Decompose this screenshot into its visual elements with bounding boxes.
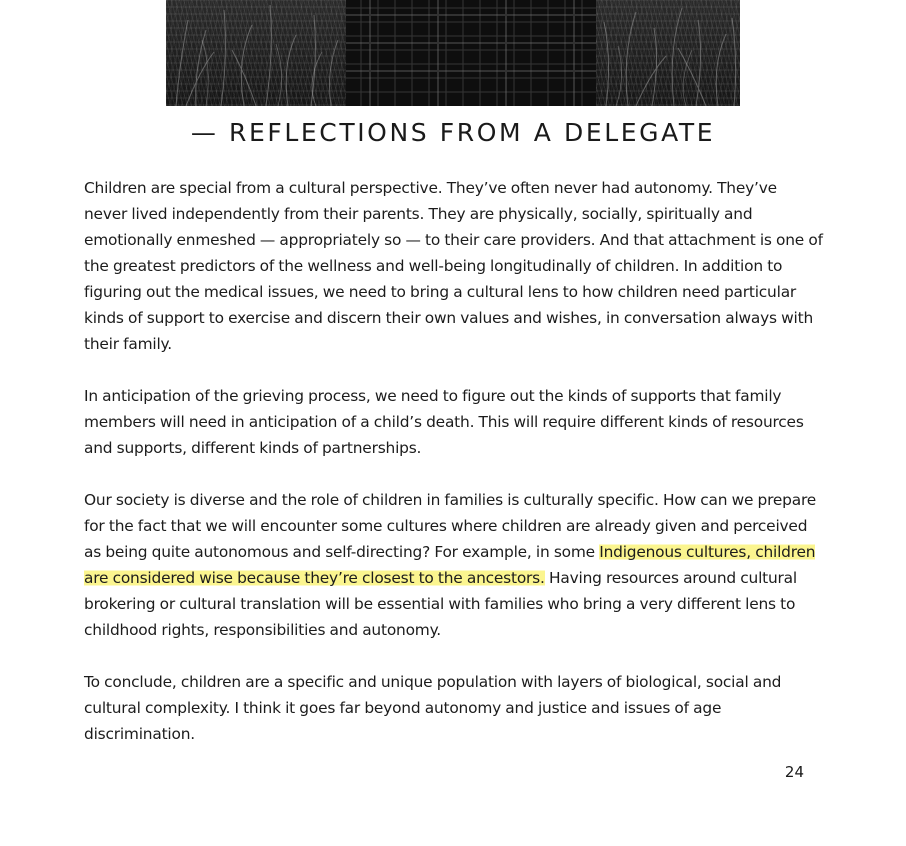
paragraph-4: To conclude, children are a specific and unique population with layers of biological, social and cultural complexity. I think it goes far beyond autonomy and justice and issues of age discrimination. <box>84 673 782 743</box>
paragraph-1-part-1: Children are special from a cultural perspective. They’ve often never had autonomy. They’ve never lived independently from their parents. They are physically, socially, spiritually and emotionally enmeshed — appropriately so — to their care providers. And that attachment is one of the greatest predictors of the wellness and well-being longitudinally of children. <box>84 179 823 275</box>
paragraph-3-part-2: Having resources around cultural brokering or cultural translation will be essential with families who bring a very different lens to childhood rights, responsibilities and autonomy. <box>84 569 797 639</box>
header-photo <box>166 0 740 106</box>
photo-texture <box>166 0 740 106</box>
article-body <box>84 175 824 747</box>
section-title: — REFLECTIONS FROM A DELEGATE <box>190 118 716 147</box>
paragraph-2: In anticipation of the grieving process, we need to figure out the kinds of supports that family members will need in anticipation of a child’s death. This will require different kinds of resources and supports, different kinds of partnerships. <box>84 387 804 457</box>
highlighted-text: Indigenous cultures, children are considered wise because they’re closest to the ancestors. <box>84 543 816 587</box>
paragraph-3-part-1: Our society is diverse and the role of children in families is culturally specific. How can we prepare for the fact that we will encounter some cultures where children are already given and perceived as being quite autonomous and self-directing? For example, in some <box>84 491 817 561</box>
page-number: 24 <box>784 763 804 781</box>
paragraph-1 <box>84 175 824 357</box>
paragraph-1-part-2: In addition to figuring out the medical issues, we need to bring a cultural lens to how children need particular kinds of support to exercise and discern their own values and wishes, in conversation always with their family. <box>84 257 814 353</box>
paragraph-3 <box>84 487 824 643</box>
